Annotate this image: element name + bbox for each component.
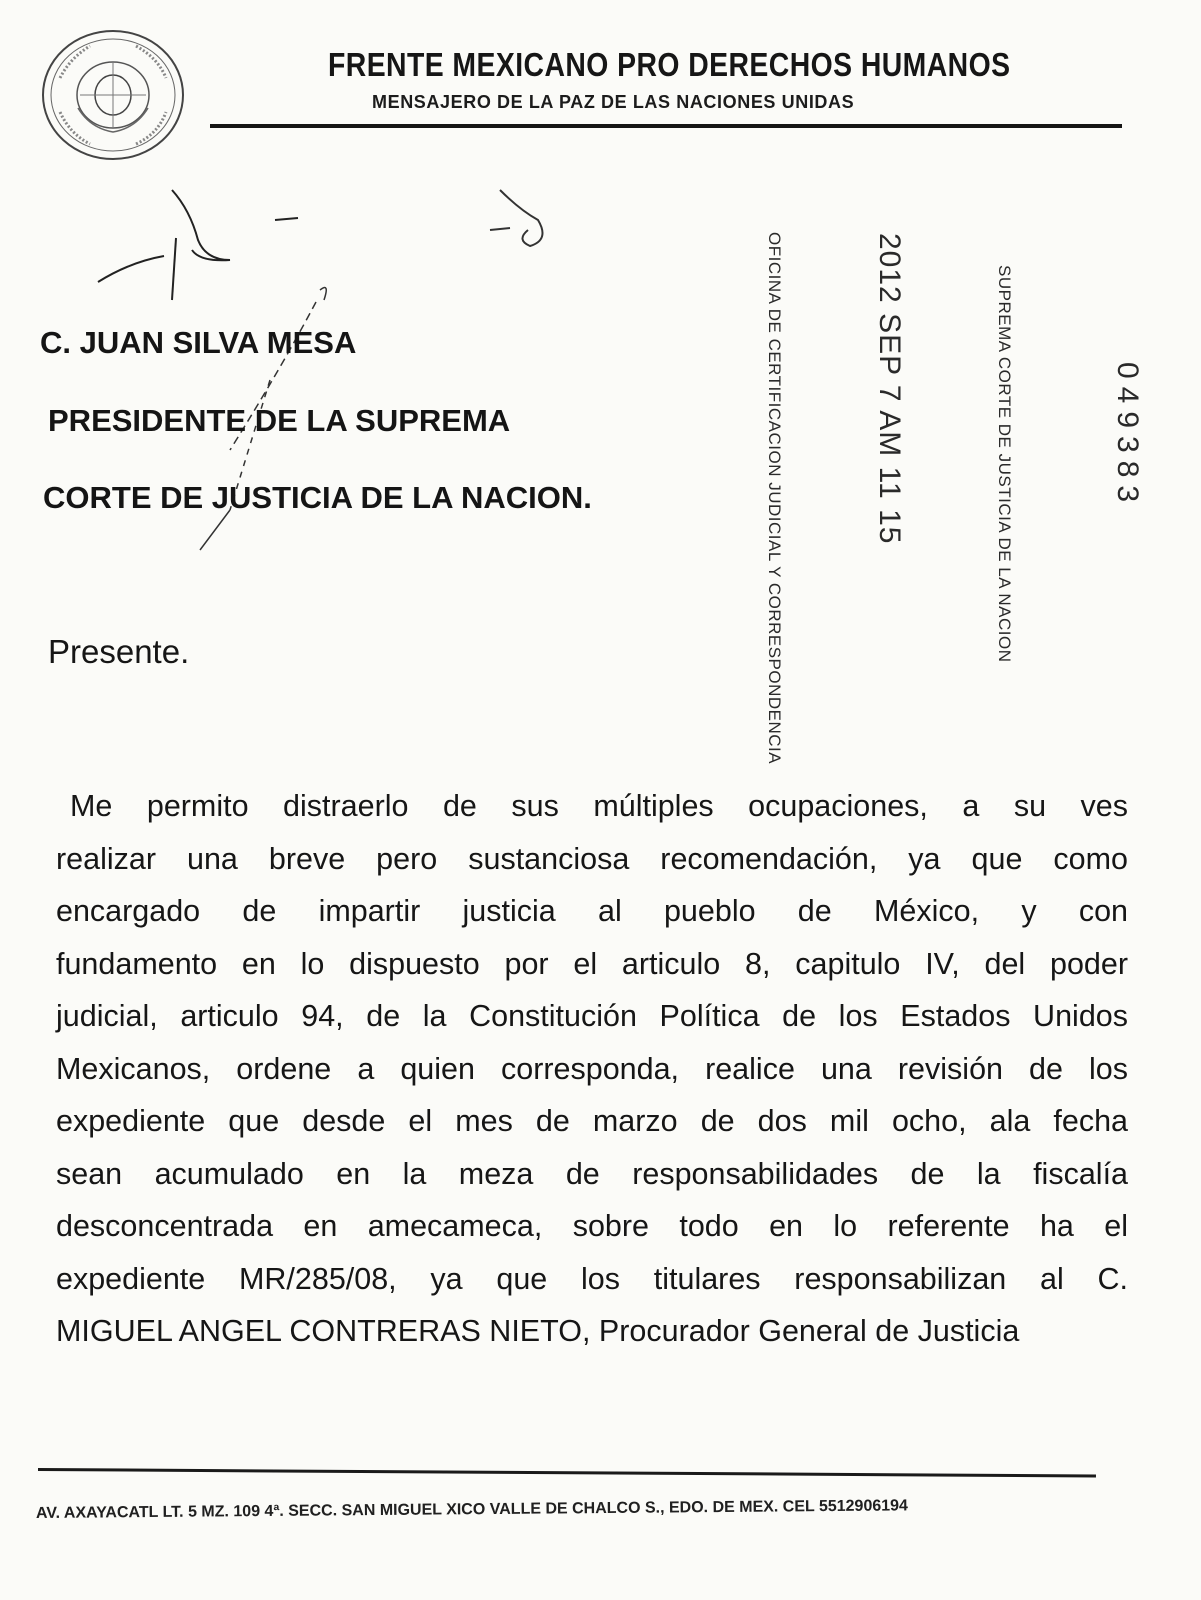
header-divider	[210, 124, 1122, 128]
footer-address: AV. AXAYACATL LT. 5 MZ. 109 4ª. SECC. SAN MIGUEL XICO VALLE DE CHALCO S., EDO. DE MEX. CEL 5512906194	[35, 1497, 908, 1522]
body-line: Me permito distraerlo de sus múltiples ocupaciones, a su ves	[70, 789, 1128, 823]
body-line: desconcentrada en amecameca, sobre todo en lo referente ha el	[56, 1209, 1128, 1243]
body-line: realizar una breve pero sustanciosa recomendación, ya que como	[56, 841, 1128, 876]
organization-subtitle: MENSAJERO DE LA PAZ DE LAS NACIONES UNIDAS	[372, 92, 855, 112]
body-line: fundamento en lo dispuesto por el articulo 8, capitulo IV, del poder	[56, 946, 1128, 981]
body-line: MIGUEL ANGEL CONTRERAS NIETO, Procurador General de Justicia	[56, 1314, 1020, 1348]
letter-body	[56, 780, 1128, 1358]
addressee-institution: CORTE DE JUSTICIA DE LA NACION.	[43, 480, 592, 515]
stamp-date: 2012 SEP 7 AM 11 15	[873, 233, 906, 545]
stamp-folio-number: 049383	[1111, 362, 1144, 511]
addressee-title: PRESIDENTE DE LA SUPREMA	[48, 403, 511, 438]
body-line: judicial, articulo 94, de la Constitución Política de los Estados Unidos	[56, 999, 1128, 1033]
footer-divider	[38, 1468, 1096, 1477]
salutation: Presente.	[48, 633, 190, 670]
organization-name: FRENTE MEXICANO PRO DERECHOS HUMANOS	[328, 46, 1011, 83]
stamp-office: OFICINA DE CERTIFICACION JUDICIAL Y CORRESPONDENCIA	[765, 232, 784, 765]
body-line: expediente que desde el mes de marzo de dos mil ocho, ala fecha	[56, 1104, 1128, 1138]
body-line: sean acumulado en la meza de responsabilidades de la fiscalía	[56, 1156, 1128, 1191]
organization-seal-icon	[40, 28, 186, 163]
addressee-name: C. JUAN SILVA MESA	[40, 325, 357, 360]
stamp-court: SUPREMA CORTE DE JUSTICIA DE LA NACION	[995, 265, 1014, 663]
body-line: expediente MR/285/08, ya que los titulares responsabilizan al C.	[56, 1261, 1128, 1296]
body-line: encargado de impartir justicia al pueblo de México, y con	[56, 894, 1128, 928]
body-line: Mexicanos, ordene a quien corresponda, realice una revisión de los	[56, 1051, 1128, 1086]
